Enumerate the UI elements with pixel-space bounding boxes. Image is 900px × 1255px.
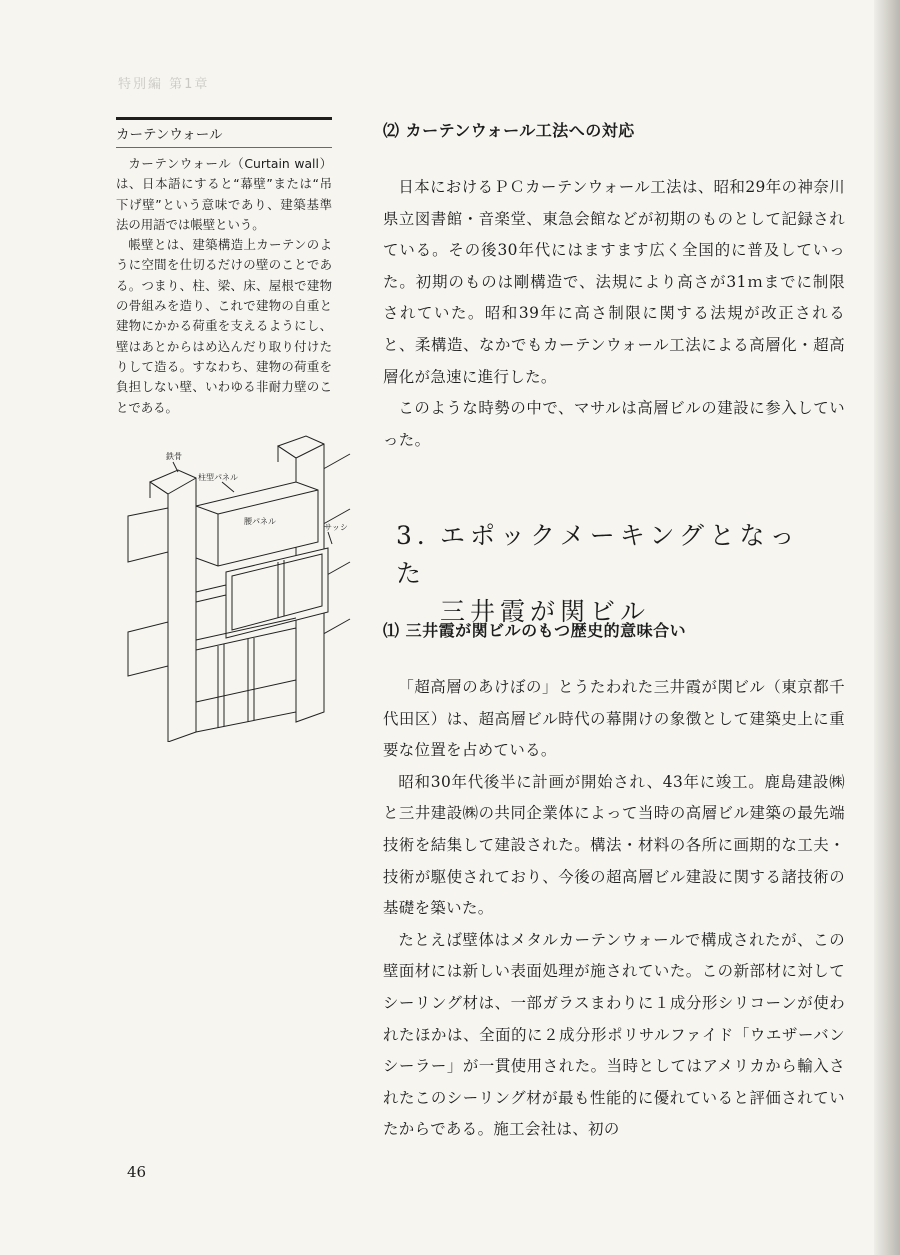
body-paragraph: 日本におけるＰＣカーテンウォール工法は、昭和29年の神奈川県立図書館・音楽堂、東急会館などが初期のものとして記録されている。その後30年代にはますます広く全国的に普及していった。初期のものは剛構造で、法規により高さが31ｍまでに制限されていた。昭和39年に高さ制限に関する法規が改正されると、柔構造、なかでもカーテンウォール工法による高層化・超高層化が急速に進行した。: [383, 178, 845, 386]
sidebar-title: カーテンウォール: [116, 124, 332, 148]
section-body: [383, 172, 845, 456]
chapter-title-line1: エポックメーキングとなった: [396, 521, 800, 588]
sidebar-paragraph: カーテンウォール（Curtain wall）は、日本語にすると“幕壁”または“吊下げ壁”という意味であり、建築基準法の用語では帳壁という。: [116, 156, 332, 232]
label-column-panel: 柱型パネル: [198, 473, 238, 482]
page-number: 46: [127, 1163, 147, 1181]
sidebar-note: [116, 117, 332, 418]
label-steel: 鉄骨: [166, 452, 182, 461]
body-paragraph: 「超高層のあけぼの」とうたわれた三井霞が関ビル（東京都千代田区）は、超高層ビル時代の幕開けの象徴として建築史上に重要な位置を占めている。: [383, 678, 845, 760]
body-paragraph: たとえば壁体はメタルカーテンウォールで構成されたが、この壁面材には新しい表面処理が施されていた。この新部材に対してシーリング材は、一部ガラスまわりに１成分形シリコーンが使われたほかは、全面的に２成分形ポリサルファイド「ウエザーバンシーラー」が一貫使用された。当時としてはアメリカから輸入されたこのシーリング材が最も性能的に優れていると評価されていたからである。施工会社は、初の: [383, 930, 845, 1139]
chapter-title-line2: 三井霞が関ビル: [440, 597, 651, 626]
label-sash: サッシ: [324, 523, 348, 532]
section-heading: ⑴ 三井霞が関ビルのもつ歴史的意味合い: [383, 621, 687, 640]
running-header-ghost: 特別編 第1章: [118, 77, 210, 92]
body-paragraph: このような時勢の中で、マサルは高層ビルの建設に参入していった。: [383, 399, 845, 449]
chapter-number: 3．: [396, 521, 447, 550]
body-paragraph: 昭和30年代後半に計画が開始され、43年に竣工。鹿島建設㈱と三井建設㈱の共同企業体によって当時の高層ビル建築の最先端技術を結集して建設された。構法・材料の各所に画期的な工夫・技術が駆使されており、今後の超高層ビル建設に関する諸技術の基礎を築いた。: [383, 772, 845, 918]
curtain-wall-diagram: [118, 432, 368, 742]
chapter-heading: [396, 517, 826, 631]
section-heading: ⑵ カーテンウォール工法への対応: [383, 121, 635, 140]
section-curtain-wall-method: [383, 118, 845, 141]
sidebar-top-rule: [116, 117, 332, 120]
section-historical-meaning: [383, 618, 845, 641]
page-binding-shadow: [874, 0, 900, 1255]
section-body: [383, 672, 845, 1146]
label-spandrel-panel: 腰パネル: [244, 517, 276, 526]
sidebar-paragraph: 帳壁とは、建築構造上カーテンのように空間を仕切るだけの壁のことである。つまり、柱、梁、床、屋根で建物の骨組みを造り、これで建物の自重と建物にかかる荷重を支えるようにし、壁はあとからはめ込んだり取り付けたりして造る。すなわち、建物の荷重を負担しない壁、いわゆる非耐力壁のことである。: [116, 237, 332, 415]
